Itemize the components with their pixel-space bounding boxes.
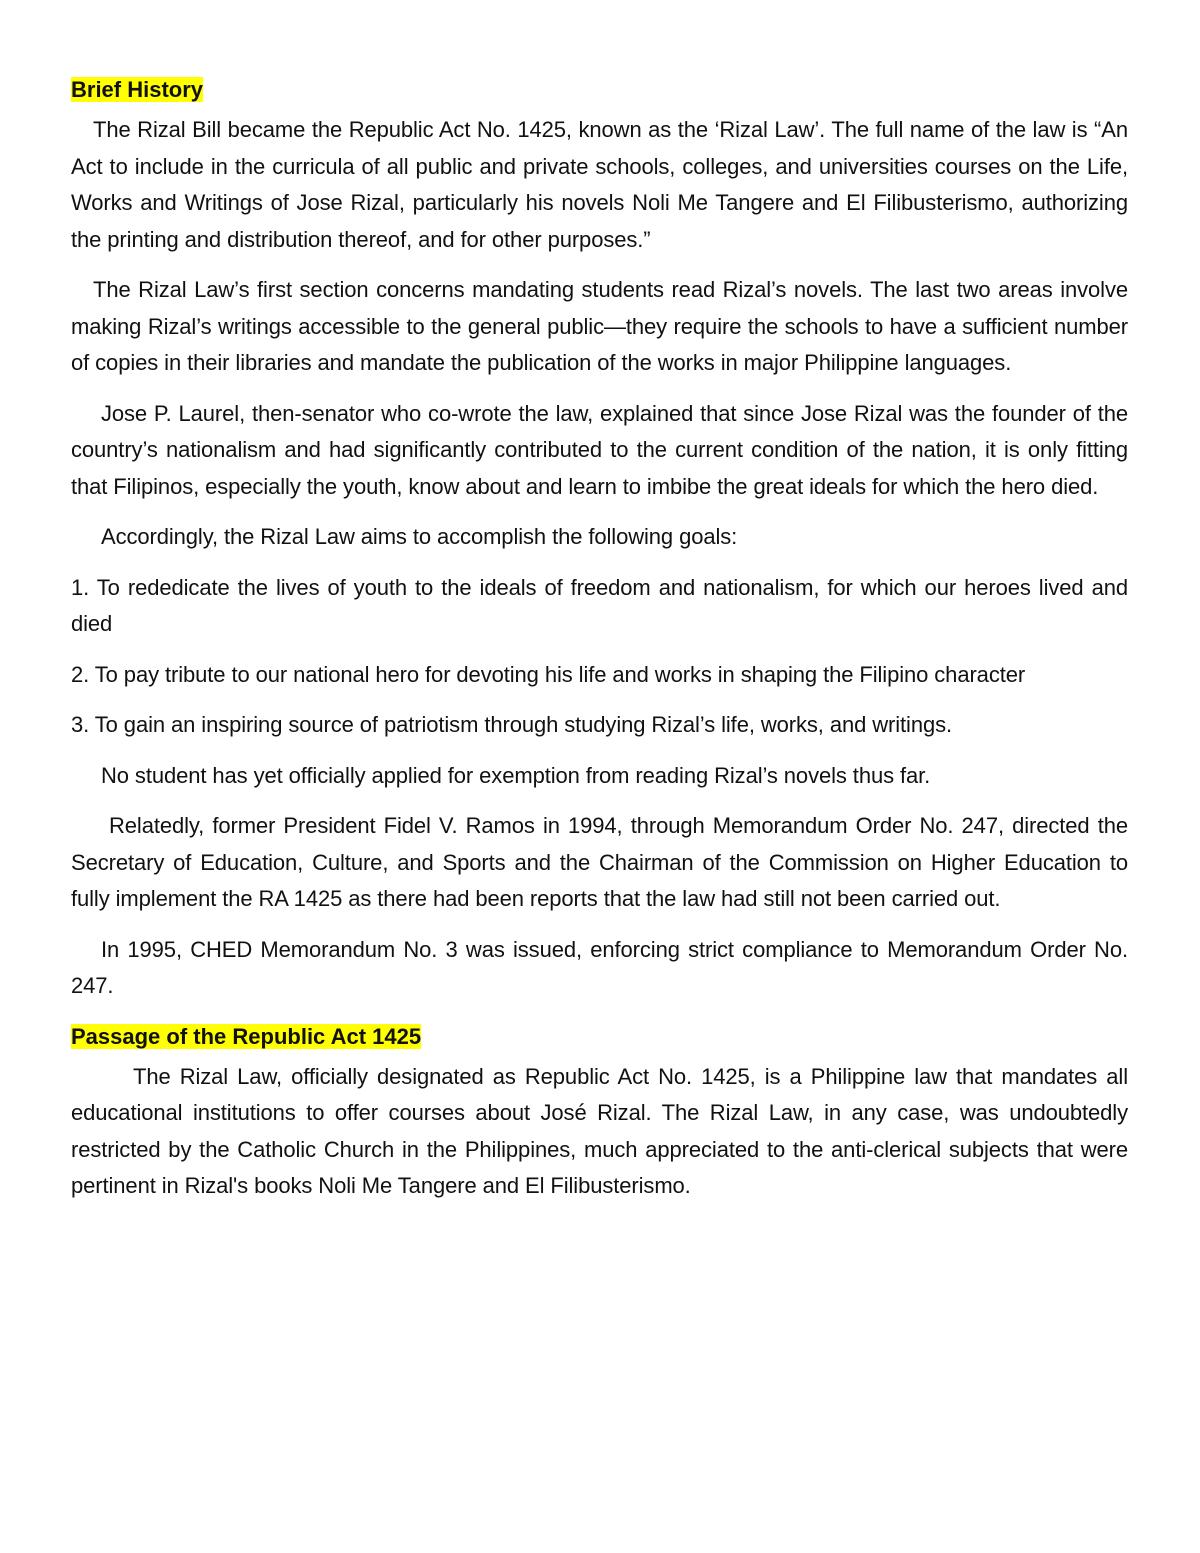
highlighted-heading-text: Passage of the Republic Act 1425	[71, 1023, 422, 1049]
paragraph-ramos-memo: Relatedly, former President Fidel V. Ramos in 1994, through Memorandum Order No. 247, directed the Secretary of Education, Culture, and Sports and the Chairman of the Commission on Higher Education to fully implement the RA 1425 as there had been reports that the law had still not been carried out.	[71, 813, 1128, 911]
paragraph-rizal-bill: The Rizal Bill became the Republic Act No. 1425, known as the ‘Rizal Law’. The full name of the law is “An Act to include in the curricula of all public and private schools, colleges, and universities courses on the Life, Works and Writings of Jose Rizal, particularly his novels Noli Me Tangere and El Filibusterismo, authorizing the printing and distribution thereof, and for other purposes.”	[71, 117, 1128, 252]
highlighted-heading-text: Brief History	[71, 77, 204, 102]
paragraph-laurel: Jose P. Laurel, then-senator who co-wrote the law, explained that since Jose Rizal was the founder of the country’s nationalism and had significantly contributed to the current condition of the nation, it is only fitting that Filipinos, especially the youth, know about and learn to imbibe the great ideals for which the hero died.	[71, 400, 1128, 499]
document-page	[71, 72, 1128, 1219]
paragraph-goals-intro: Accordingly, the Rizal Law aims to accomplish the following goals:	[101, 524, 738, 549]
section-heading-brief-history	[71, 72, 1128, 108]
paragraph-ched-memo: In 1995, CHED Memorandum No. 3 was issued, enforcing strict compliance to Memorandum Order No. 247.	[71, 936, 1128, 998]
goal-item-2: 2. To pay tribute to our national hero for devoting his life and works in shaping the Filipino character	[71, 661, 1026, 687]
paragraph-passage: The Rizal Law, officially designated as Republic Act No. 1425, is a Philippine law that mandates all educational institutions to offer courses about José Rizal. The Rizal Law, in any case, was undoubtedly restricted by the Catholic Church in the Philippines, much appreciated to the anti-clerical subjects that were pertinent in Rizal's books Noli Me Tangere and El Filibusterismo.	[71, 1063, 1128, 1198]
goal-item-3: 3. To gain an inspiring source of patriotism through studying Rizal’s life, works, and writings.	[71, 712, 953, 737]
paragraph-no-exemption: No student has yet officially applied for exemption from reading Rizal’s novels thus far.	[101, 762, 931, 788]
section-heading-passage	[71, 1019, 1128, 1055]
paragraph-first-section: The Rizal Law’s first section concerns mandating students read Rizal’s novels. The last two areas involve making Rizal’s writings accessible to the general public—they require the schools to have a sufficient number of copies in their libraries and mandate the publication of the works in major Philippine languages.	[71, 277, 1128, 375]
goal-item-1: 1. To rededicate the lives of youth to the ideals of freedom and nationalism, for which our heroes lived and died	[71, 574, 1128, 636]
